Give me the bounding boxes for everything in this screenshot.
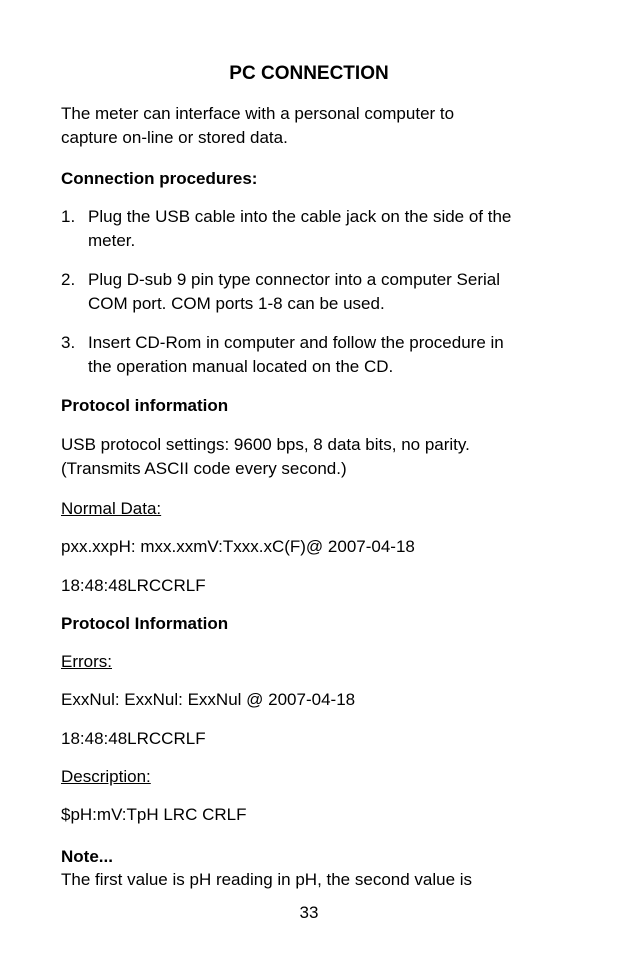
note-heading: Note... (61, 847, 113, 866)
intro-line: The meter can interface with a personal computer to (61, 104, 455, 123)
step-item (61, 268, 571, 316)
usb-settings-line: (Transmits ASCII code every second.) (61, 459, 347, 478)
protocol-heading-2: Protocol Information (61, 614, 229, 633)
step-item (61, 205, 571, 253)
step-number: 2. (61, 270, 76, 289)
normal-data-format: pxx.xxpH: mxx.xxmV:Txxx.xC(F)@ 2007-04-18 (61, 537, 415, 556)
description-label: Description: (61, 767, 151, 786)
step-text: Insert CD-Rom in computer and follow the procedure in (88, 333, 504, 352)
note-text: The first value is pH reading in pH, the second value is (61, 870, 473, 889)
step-number: 3. (61, 333, 76, 352)
page-number: 33 (299, 903, 319, 922)
normal-data-format-cont: 18:48:48LRCCRLF (61, 576, 206, 595)
usb-settings (61, 433, 571, 481)
errors-format: ExxNul: ExxNul: ExxNul @ 2007-04-18 (61, 690, 356, 709)
step-text-cont: COM port. COM ports 1-8 can be used. (88, 294, 385, 313)
step-text-cont: meter. (88, 231, 136, 250)
step-item (61, 331, 571, 379)
step-number: 1. (61, 207, 76, 226)
page-title: PC CONNECTION (229, 63, 389, 84)
errors-label: Errors: (61, 652, 112, 671)
protocol-heading: Protocol information (61, 396, 229, 415)
step-text-cont: the operation manual located on the CD. (88, 357, 394, 376)
errors-format-cont: 18:48:48LRCCRLF (61, 729, 206, 748)
connection-heading: Connection procedures: (61, 169, 258, 188)
intro-paragraph (61, 102, 571, 150)
step-text: Plug D-sub 9 pin type connector into a computer Serial (88, 270, 501, 289)
step-text: Plug the USB cable into the cable jack on the side of the (88, 207, 512, 226)
description-format: $pH:mV:TpH LRC CRLF (61, 805, 247, 824)
usb-settings-line: USB protocol settings: 9600 bps, 8 data bits, no parity. (61, 435, 470, 454)
intro-line: capture on-line or stored data. (61, 128, 288, 147)
normal-data-label: Normal Data: (61, 499, 162, 518)
